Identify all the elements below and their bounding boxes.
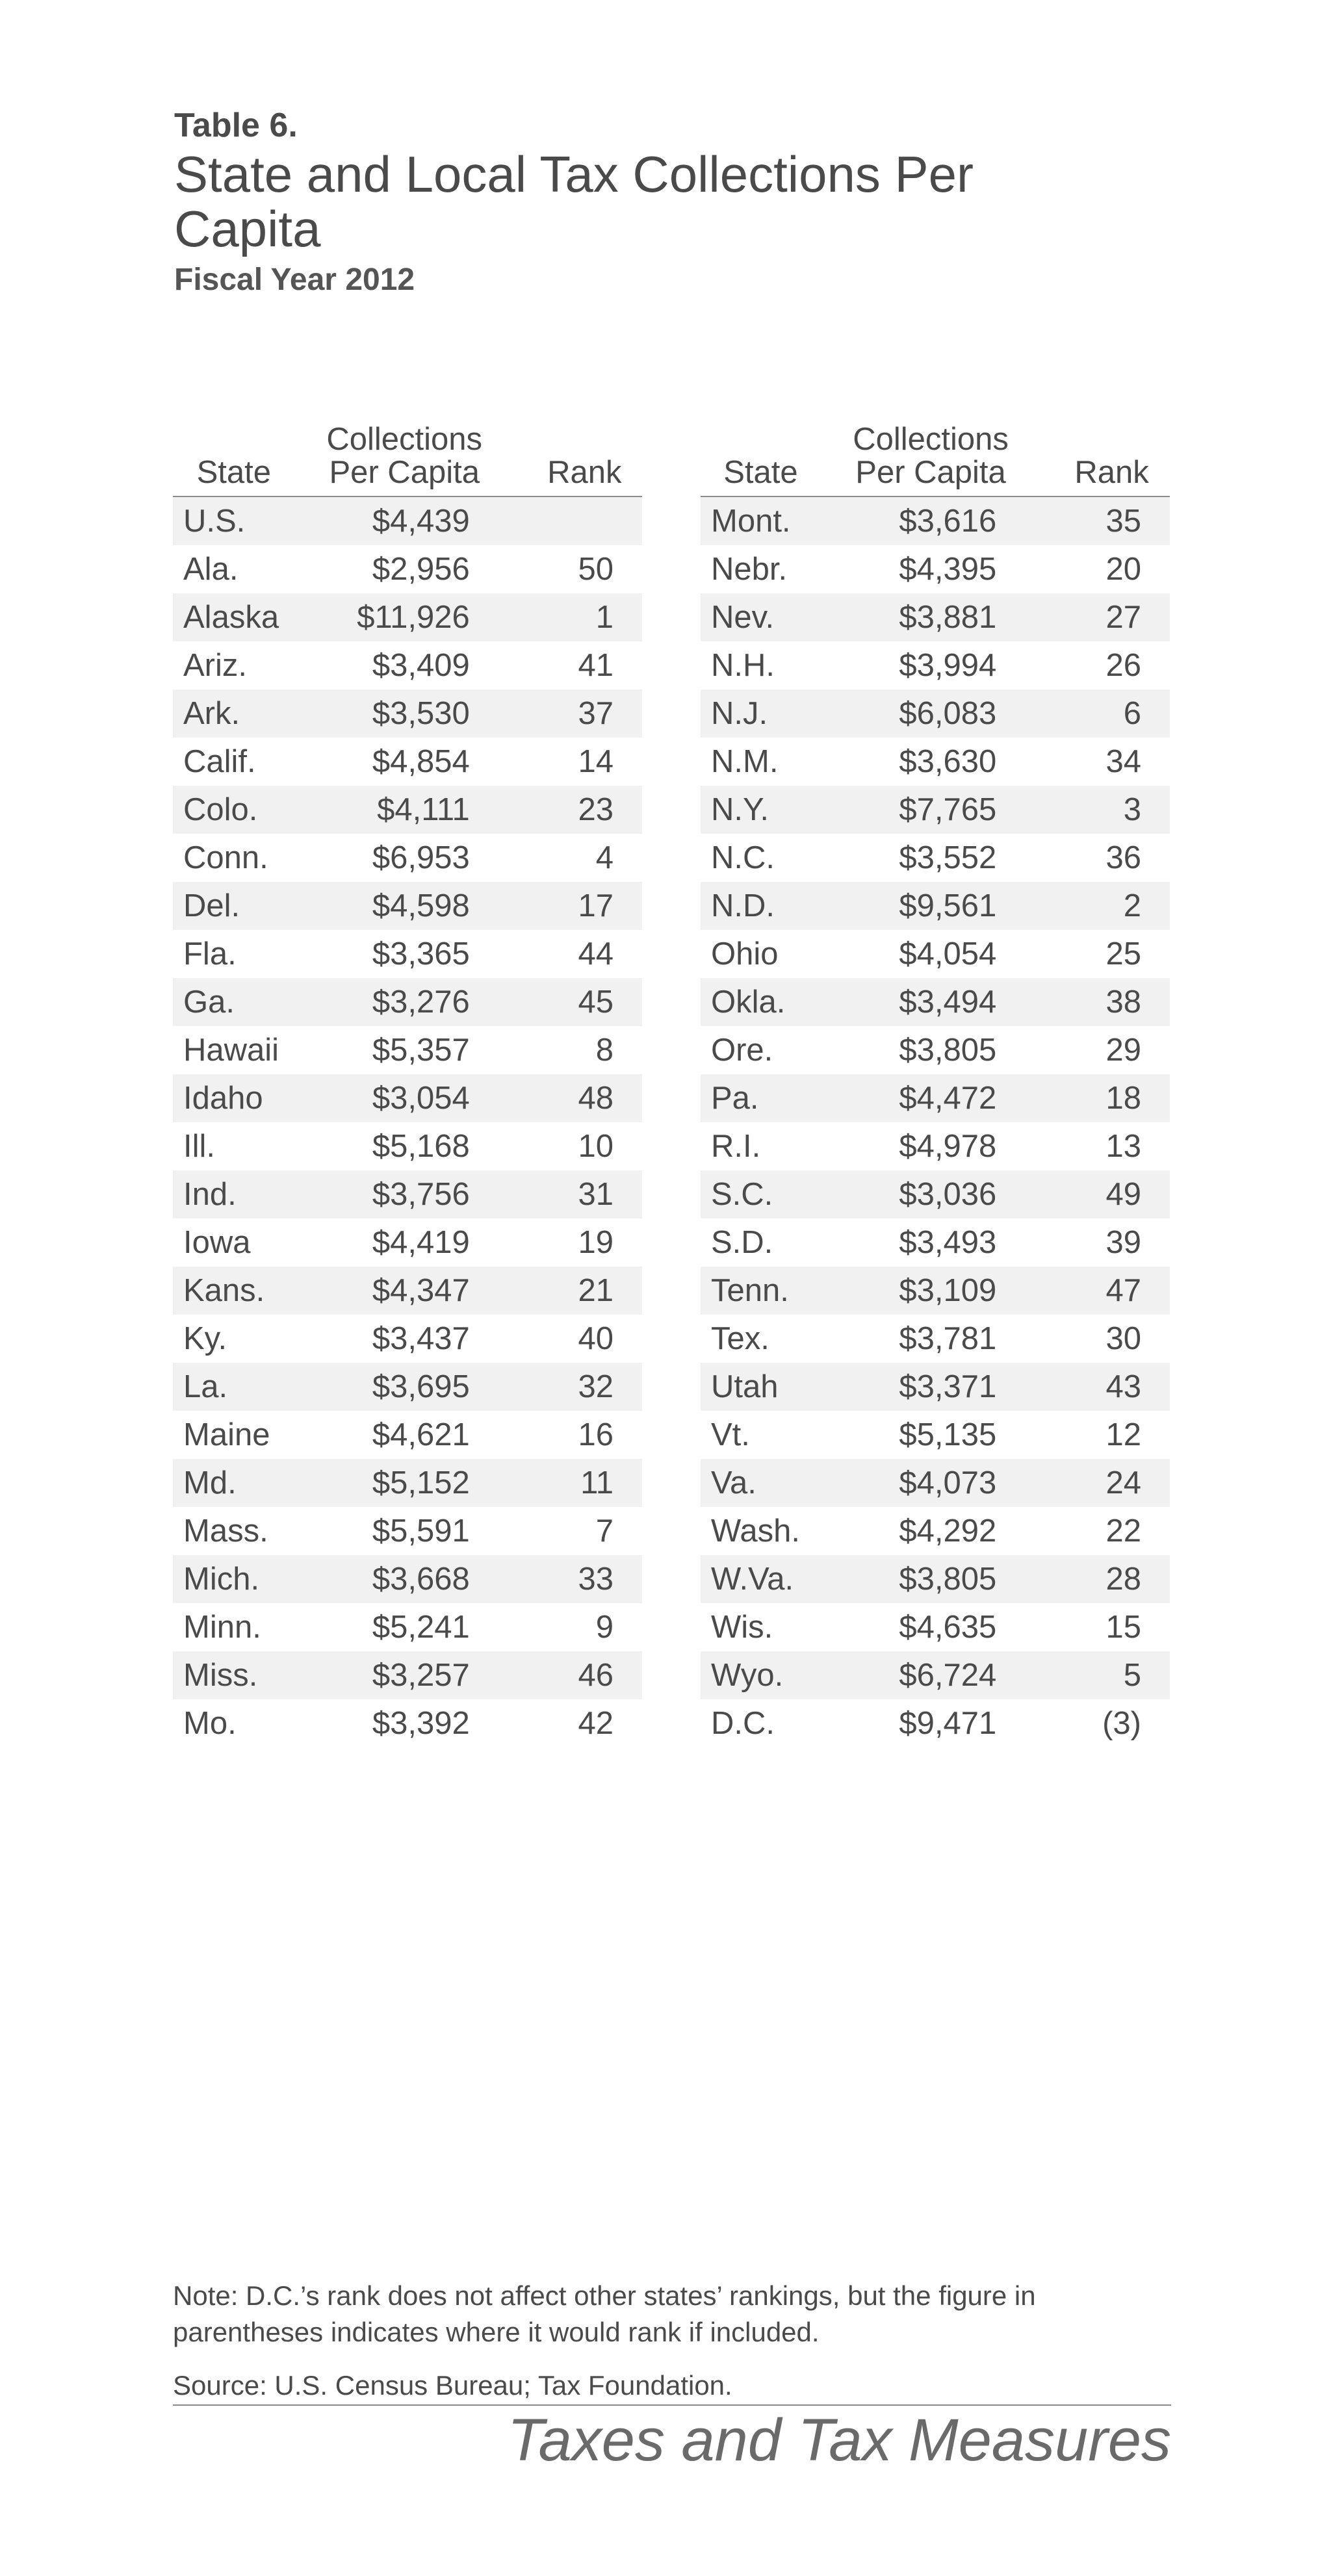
collections-cell: $3,409 (372, 648, 470, 683)
state-cell: N.D. (701, 882, 834, 930)
table-header-row (173, 413, 642, 496)
collections-cell: $3,365 (372, 936, 470, 972)
collections-cell: $3,530 (308, 689, 501, 738)
state-cell: Ky. (183, 1321, 227, 1356)
collections-cell: $4,419 (372, 1225, 470, 1260)
table-source: Source: U.S. Census Bureau; Tax Foundation. (173, 2370, 732, 2401)
state-cell: Nev. (701, 593, 834, 641)
rank-cell: 21 (501, 1267, 642, 1315)
table-row (173, 1459, 642, 1507)
state-cell: Ariz. (183, 648, 247, 683)
collections-cell: $3,881 (834, 593, 1027, 641)
collections-cell: $4,292 (899, 1513, 997, 1549)
tax-table-left (173, 413, 642, 1747)
rank-cell: 12 (1105, 1417, 1141, 1452)
table-row (701, 689, 1170, 738)
table-row (701, 1218, 1170, 1267)
collections-cell: $3,630 (899, 744, 997, 779)
table-row (701, 1411, 1170, 1459)
rank-cell: 10 (578, 1129, 614, 1164)
collections-cell: $3,392 (372, 1706, 470, 1741)
collections-cell: $4,854 (372, 744, 470, 779)
column-header-collections-line1: Collections (853, 422, 1009, 457)
state-cell: N.Y. (701, 786, 834, 834)
rank-cell: 41 (578, 648, 614, 683)
state-cell: Conn. (183, 840, 268, 875)
rank-cell: 35 (1027, 496, 1170, 545)
state-cell: Wyo. (701, 1651, 834, 1699)
collections-cell: $5,152 (308, 1459, 501, 1507)
rank-cell: 22 (1105, 1513, 1141, 1549)
table-row (701, 1651, 1170, 1699)
collections-cell: $4,621 (372, 1417, 470, 1452)
state-cell: Pa. (701, 1074, 834, 1122)
rank-cell: 14 (578, 744, 614, 779)
rank-cell: (3) (1102, 1706, 1141, 1741)
table-row (701, 834, 1170, 882)
table-row (701, 786, 1170, 834)
rank-cell (501, 496, 642, 545)
column-header-rank: Rank (501, 413, 642, 496)
collections-cell: $3,036 (834, 1170, 1027, 1218)
state-cell: Ala. (183, 552, 239, 587)
table-row (173, 978, 642, 1026)
state-cell: La. (173, 1363, 308, 1411)
rank-cell: 5 (1027, 1651, 1170, 1699)
column-header-rank: Rank (1027, 413, 1170, 496)
rank-cell: 45 (501, 978, 642, 1026)
state-cell: Nebr. (711, 552, 788, 587)
column-header-state: State (701, 413, 834, 496)
state-cell: Va. (701, 1459, 834, 1507)
table-row (173, 1026, 642, 1074)
table-row (701, 1699, 1170, 1747)
collections-cell: $3,054 (308, 1074, 501, 1122)
table-row (701, 1507, 1170, 1555)
state-cell: S.D. (711, 1225, 773, 1260)
rank-cell: 18 (1027, 1074, 1170, 1122)
table-row (701, 978, 1170, 1026)
collections-cell: $3,616 (834, 496, 1027, 545)
table-row (701, 1555, 1170, 1603)
collections-cell: $6,953 (372, 840, 470, 875)
table-row (173, 593, 642, 641)
table-note: Note: D.C.’s rank does not affect other states’ rankings, but the figure in parentheses indicates where it would rank if included. (173, 2280, 1036, 2347)
table-row (173, 1699, 642, 1747)
table-row (701, 738, 1170, 786)
state-cell: Ore. (711, 1033, 773, 1068)
collections-cell: $5,241 (372, 1610, 470, 1645)
table-row (173, 1411, 642, 1459)
rank-cell: 16 (578, 1417, 614, 1452)
collections-cell: $3,994 (899, 648, 997, 683)
state-cell: W.Va. (701, 1555, 834, 1603)
table-row (173, 1122, 642, 1170)
column-header-collections-line2: Per Capita (855, 455, 1006, 490)
collections-cell: $3,668 (308, 1555, 501, 1603)
state-cell: Mont. (701, 496, 834, 545)
collections-cell: $3,437 (372, 1321, 470, 1356)
rank-cell: 1 (501, 593, 642, 641)
state-cell: N.M. (711, 744, 779, 779)
table-row (173, 545, 642, 593)
state-cell: N.C. (711, 840, 775, 875)
rank-cell: 15 (1105, 1610, 1141, 1645)
rank-cell: 23 (501, 786, 642, 834)
rank-cell: 32 (501, 1363, 642, 1411)
column-header-collections-line2: Per Capita (329, 455, 480, 490)
table-row (701, 1074, 1170, 1122)
collections-cell: $3,276 (308, 978, 501, 1026)
collections-cell: $3,493 (899, 1225, 997, 1260)
rank-cell: 26 (1105, 648, 1141, 683)
state-cell: Hawaii (183, 1033, 279, 1068)
rank-cell: 33 (501, 1555, 642, 1603)
column-header-collections (834, 413, 1027, 496)
collections-cell: $3,695 (308, 1363, 501, 1411)
collections-cell: $9,561 (834, 882, 1027, 930)
state-cell: Mass. (183, 1513, 268, 1549)
table-row (701, 1026, 1170, 1074)
rank-cell: 20 (1105, 552, 1141, 587)
table-body-left (173, 496, 642, 1747)
table-row (173, 689, 642, 738)
table-number: Table 6. (174, 107, 298, 144)
state-cell: U.S. (173, 496, 308, 545)
table-row (173, 1363, 642, 1411)
collections-cell: $4,439 (308, 496, 501, 545)
table-row (701, 593, 1170, 641)
collections-cell: $7,765 (834, 786, 1027, 834)
rank-cell: 8 (595, 1033, 614, 1068)
collections-cell: $4,598 (308, 882, 501, 930)
collections-cell: $5,135 (899, 1417, 997, 1452)
collections-cell: $4,347 (308, 1267, 501, 1315)
state-cell: Vt. (711, 1417, 750, 1452)
state-cell: Md. (173, 1459, 308, 1507)
column-header-collections-line1: Collections (326, 422, 483, 457)
rank-cell: 13 (1105, 1129, 1141, 1164)
state-cell: Wis. (711, 1610, 773, 1645)
table-row (173, 641, 642, 689)
collections-cell: $5,591 (372, 1513, 470, 1549)
table-body-right (701, 496, 1170, 1747)
collections-cell: $3,494 (834, 978, 1027, 1026)
state-cell: Iowa (183, 1225, 251, 1260)
rank-cell: 25 (1105, 936, 1141, 972)
state-cell: Mo. (183, 1706, 237, 1741)
table-row (173, 1315, 642, 1363)
table-row (173, 1074, 642, 1122)
collections-cell: $4,073 (834, 1459, 1027, 1507)
collections-cell: $5,168 (372, 1129, 470, 1164)
collections-cell: $3,805 (834, 1555, 1027, 1603)
collections-cell: $4,472 (834, 1074, 1027, 1122)
rank-cell: 19 (578, 1225, 614, 1260)
rank-cell: 47 (1027, 1267, 1170, 1315)
collections-cell: $9,471 (899, 1706, 997, 1741)
column-header-state: State (173, 413, 308, 496)
collections-cell: $3,109 (834, 1267, 1027, 1315)
state-cell: Ga. (173, 978, 308, 1026)
collections-cell: $6,083 (834, 689, 1027, 738)
rank-cell: 36 (1105, 840, 1141, 875)
state-cell: Fla. (183, 936, 237, 972)
state-cell: Tenn. (701, 1267, 834, 1315)
table-row (173, 1507, 642, 1555)
rank-cell: 27 (1027, 593, 1170, 641)
rank-cell: 7 (595, 1513, 614, 1549)
rank-cell: 39 (1105, 1225, 1141, 1260)
table-row (173, 1555, 642, 1603)
table-row (173, 1170, 642, 1218)
state-cell: Idaho (173, 1074, 308, 1122)
rank-cell: 40 (578, 1321, 614, 1356)
rank-cell: 42 (578, 1706, 614, 1741)
state-cell: S.C. (701, 1170, 834, 1218)
state-cell: Del. (173, 882, 308, 930)
table-row (173, 786, 642, 834)
table-row (173, 882, 642, 930)
table-row (701, 545, 1170, 593)
rank-cell: 50 (578, 552, 614, 587)
state-cell: Utah (701, 1363, 834, 1411)
collections-cell: $3,756 (308, 1170, 501, 1218)
rank-cell: 34 (1105, 744, 1141, 779)
collections-cell: $6,724 (834, 1651, 1027, 1699)
collections-cell: $4,635 (899, 1610, 997, 1645)
collections-cell: $3,552 (899, 840, 997, 875)
column-header-collections (308, 413, 501, 496)
rank-cell: 24 (1027, 1459, 1170, 1507)
table-row (173, 834, 642, 882)
state-cell: Tex. (711, 1321, 769, 1356)
table-row (701, 1170, 1170, 1218)
table-row (701, 1363, 1170, 1411)
table-row (173, 496, 642, 545)
table-row (701, 496, 1170, 545)
publication-title: Taxes and Tax Measures (507, 2407, 1171, 2473)
table-row (701, 1459, 1170, 1507)
table-row (701, 1603, 1170, 1651)
collections-cell: $11,926 (308, 593, 501, 641)
rank-cell: 6 (1027, 689, 1170, 738)
collections-cell: $3,257 (308, 1651, 501, 1699)
rank-cell: 38 (1027, 978, 1170, 1026)
rank-cell: 49 (1027, 1170, 1170, 1218)
rank-cell: 44 (578, 936, 614, 972)
table-row (173, 1651, 642, 1699)
state-cell: N.H. (711, 648, 775, 683)
table-row (701, 1122, 1170, 1170)
table-row (701, 930, 1170, 978)
state-cell: Calif. (183, 744, 256, 779)
state-cell: Ill. (183, 1129, 215, 1164)
state-cell: Minn. (183, 1610, 261, 1645)
table-row (173, 1267, 642, 1315)
state-cell: Kans. (173, 1267, 308, 1315)
rank-cell: 30 (1105, 1321, 1141, 1356)
state-cell: D.C. (711, 1706, 775, 1741)
table-row (701, 1315, 1170, 1363)
collections-cell: $3,371 (834, 1363, 1027, 1411)
state-cell: Mich. (173, 1555, 308, 1603)
tax-table-right (701, 413, 1170, 1747)
state-cell: Ohio (711, 936, 779, 972)
rank-cell: 3 (1027, 786, 1170, 834)
rank-cell: 29 (1105, 1033, 1141, 1068)
state-cell: Maine (183, 1417, 270, 1452)
table-title: State and Local Tax Collections Per Capita (174, 146, 974, 257)
rank-cell: 17 (501, 882, 642, 930)
table-row (701, 882, 1170, 930)
state-cell: Colo. (173, 786, 308, 834)
state-cell: Alaska (173, 593, 308, 641)
state-cell: Wash. (711, 1513, 801, 1549)
state-cell: Okla. (701, 978, 834, 1026)
rank-cell: 48 (501, 1074, 642, 1122)
table-header-row (701, 413, 1170, 496)
state-cell: R.I. (711, 1129, 761, 1164)
rank-cell: 2 (1027, 882, 1170, 930)
table-row (701, 1267, 1170, 1315)
state-cell: N.J. (701, 689, 834, 738)
table-subtitle: Fiscal Year 2012 (174, 263, 415, 297)
rank-cell: 28 (1027, 1555, 1170, 1603)
rank-cell: 11 (501, 1459, 642, 1507)
table-row (701, 641, 1170, 689)
collections-cell: $3,805 (899, 1033, 997, 1068)
collections-cell: $3,781 (899, 1321, 997, 1356)
collections-cell: $4,054 (899, 936, 997, 972)
table-header (174, 104, 1084, 303)
table-row (173, 738, 642, 786)
rank-cell: 31 (501, 1170, 642, 1218)
collections-cell: $4,978 (899, 1129, 997, 1164)
state-cell: Miss. (173, 1651, 308, 1699)
table-row (173, 1218, 642, 1267)
state-cell: Ark. (173, 689, 308, 738)
table-row (173, 1603, 642, 1651)
rank-cell: 9 (595, 1610, 614, 1645)
rank-cell: 37 (501, 689, 642, 738)
rank-cell: 4 (595, 840, 614, 875)
rank-cell: 43 (1027, 1363, 1170, 1411)
rank-cell: 46 (501, 1651, 642, 1699)
collections-cell: $4,395 (899, 552, 997, 587)
table-row (173, 930, 642, 978)
state-cell: Ind. (173, 1170, 308, 1218)
collections-cell: $4,111 (308, 786, 501, 834)
collections-cell: $2,956 (372, 552, 470, 587)
collections-cell: $5,357 (372, 1033, 470, 1068)
